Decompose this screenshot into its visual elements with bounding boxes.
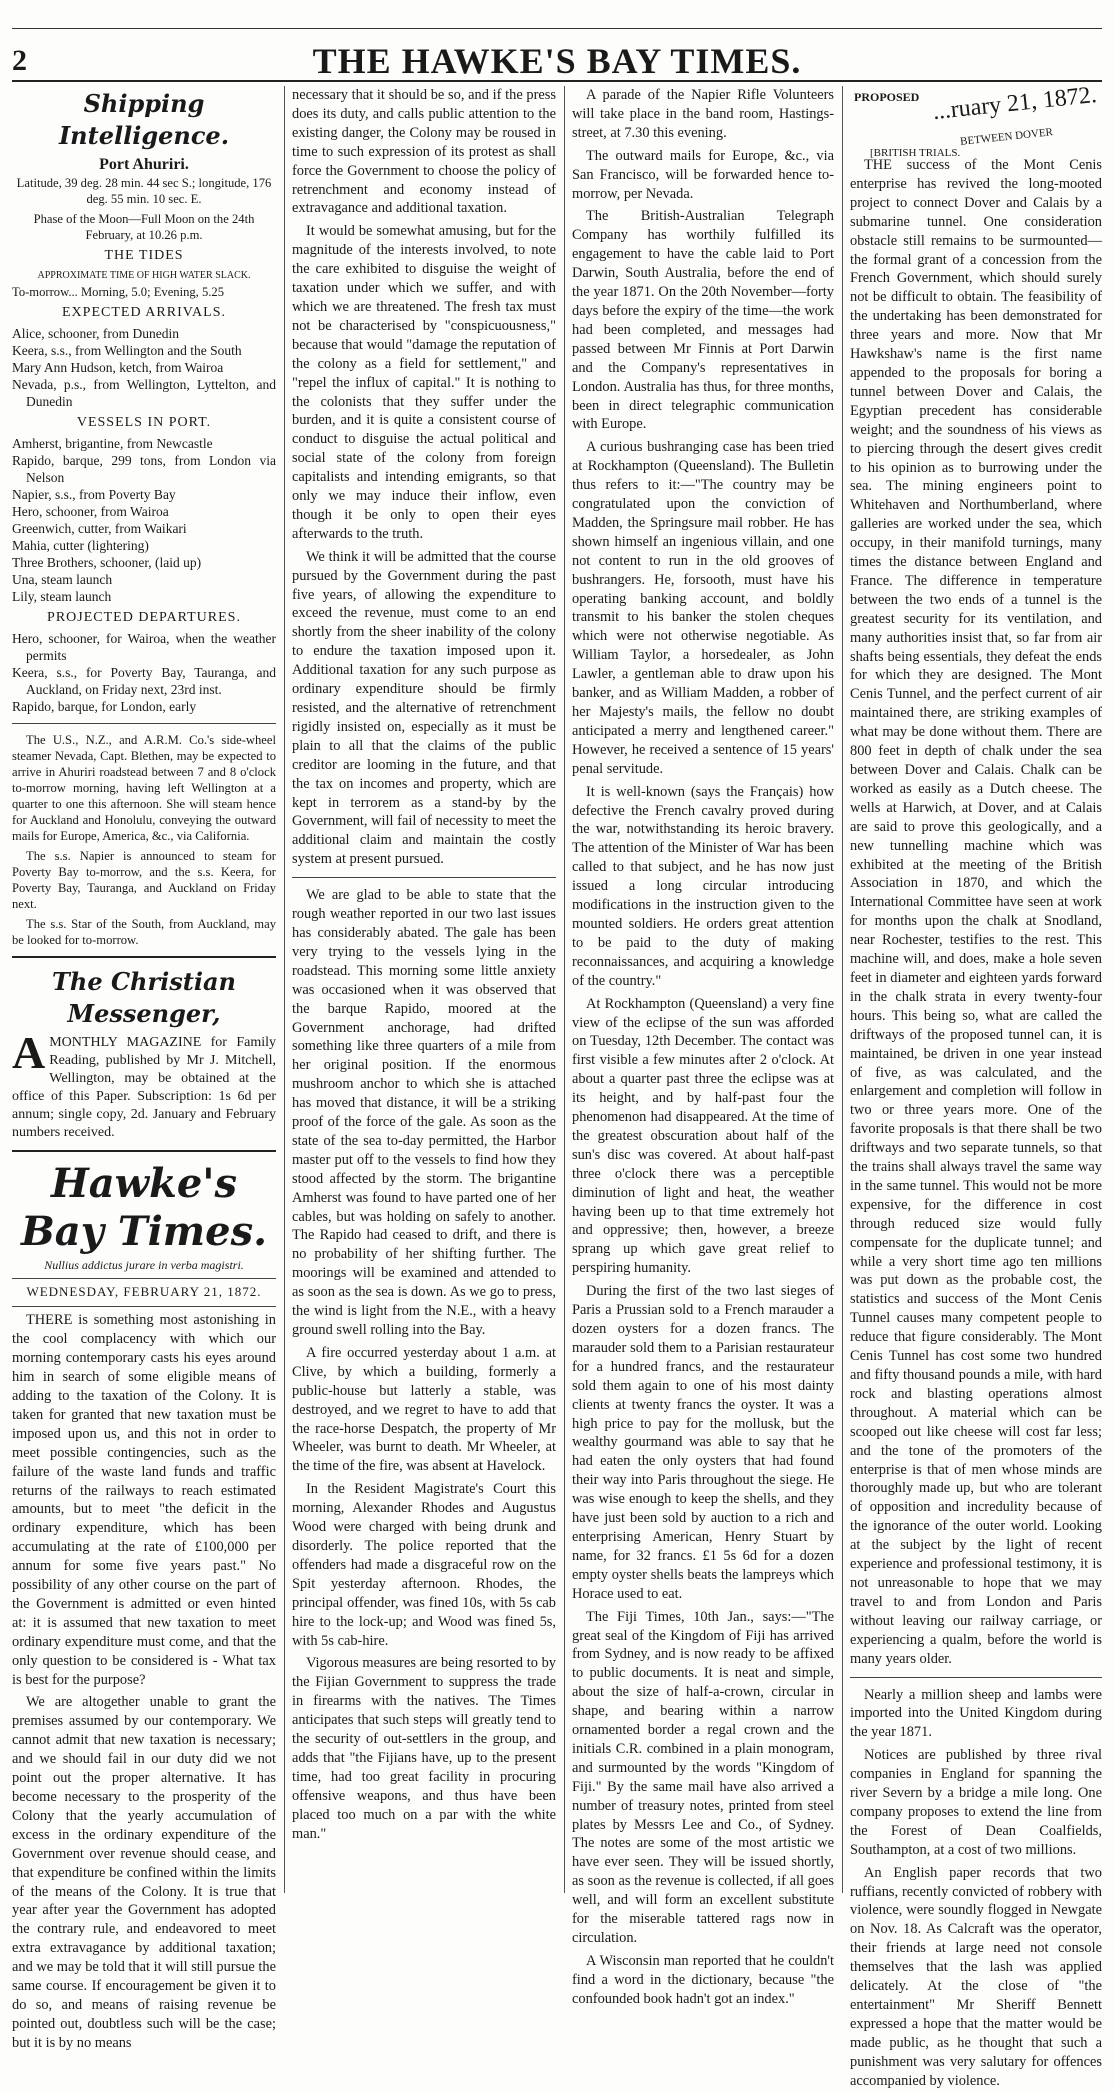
vessels-in-port-title: VESSELS IN PORT. xyxy=(76,414,212,430)
list-item: Napier, s.s., from Poverty Bay xyxy=(12,486,176,502)
port-name: Port Ahuriri. xyxy=(99,156,189,173)
article-paragraph: A Wisconsin man reported that he couldn't find a word in the dictionary, because "the confounded book hadn't got an index." xyxy=(572,1952,834,2007)
list-item: Hero, schooner, from Wairoa xyxy=(12,503,169,519)
projected-departures-list xyxy=(12,630,276,715)
top-rule xyxy=(12,28,1102,29)
page-number: 2 xyxy=(12,44,27,77)
article-paragraph: Nearly a million sheep and lambs were imported into the United Kingdom during the year 1871. xyxy=(850,1686,1102,1741)
masthead-rule xyxy=(12,80,1102,82)
column-rule xyxy=(564,86,565,1893)
list-item: Greenwich, cutter, from Waikari xyxy=(12,520,187,536)
article-paragraph: A parade of the Napier Rifle Volunteers will take place in the band room, Hastings-street, at 7.30 this evening. xyxy=(572,87,834,141)
article-paragraph: The outward mails for Europe, &c., via San Francisco, will be forwarded hence to-morrow, per Nevada. xyxy=(572,147,834,202)
article-paragraph: A curious bushranging case has been tried at Rockhampton (Queensland). The Bulletin thus refers to it:—"The country may be congratulated upon the conviction of Madden, the Springsure mail robber. He has shown himself an ingenious villain, and one not content to run in the old grooves of bushrangers. He, forsooth, must have his operating banking account, and boldly transmit to his banker the stolen cheques which were not otherwise negotiable. As William Taylor, a horsedealer, as John Lawler, a gentleman able to draw upon his banker, and as William Madden, a robber of her Majesty's mails, the fellow no doubt anticipated a merry and lengthened career." However, he received a sentence of 15 years' penal servitude. xyxy=(572,439,834,777)
column-3 xyxy=(572,86,834,2007)
list-item: Mary Ann Hudson, ketch, from Wairoa xyxy=(12,359,224,375)
article-paragraph: It is well-known (says the Français) how defective the French cavalry proved during the war, notwithstanding its heroic bravery. The attention of the Minister of War has been called to that subject, and he has now just issued a long circular introducing modifications in the instruction given to the mounted soldiers. He orders great attention to be paid to the duty of making reconnaissances, and acquiring a knowledge of the country." xyxy=(572,783,834,989)
editorial-masthead: Hawke's Bay Times. xyxy=(20,1159,268,1255)
list-item: Una, steam launch xyxy=(12,571,113,587)
shipping-note: The s.s. Napier is announced to steam for Poverty Bay to-morrow, and the s.s. Keera, for Poverty Bay, Tauranga, and Auckland on Friday next. xyxy=(12,848,276,911)
editorial-paragraph: THERE is something most astonishing in the cool complacency with which our morning contemporary casts his eyes around him in search of some eligible means of adding to the taxation of the Colony. It is taken for granted that new taxation must be imposed upon us, and this not in order to meet possible contingencies, such as the failure of the waste land funds and traffic returns of the railways to reach estimated amounts, but to meet "the deficit in the ordinary expenditure, which has been accumulating at the rate of £100,000 per annum for some five years past." No possibility of any other course on the part of the Government is admitted or even hinted at: it is assumed that new taxation to meet ordinary expenditure must come, and that the only question to be considered is - What tax is best for the purpose? xyxy=(12,1312,276,1688)
article-paragraph: A fire occurred yesterday about 1 a.m. at Clive, by which a building, formerly a public-house but latterly a stable, was destroyed, and we regret to have to add that the race-horse Despatch, the property of Mr Wheeler, was burnt to death. Mr Wheeler, at the time of the fire, was absent at Havelock. xyxy=(292,1344,556,1475)
tides-subtitle: APPROXIMATE TIME OF HIGH WATER SLACK. xyxy=(37,269,251,281)
header-between: BETWEEN DOVER xyxy=(959,126,1054,148)
list-item: Three Brothers, schooner, (laid up) xyxy=(12,554,202,570)
header-trials: [BRITISH TRIALS. xyxy=(870,147,961,159)
divider xyxy=(292,877,556,878)
divider xyxy=(12,1278,276,1279)
list-item: Amherst, brigantine, from Newcastle xyxy=(12,435,213,451)
article-paragraph: Vigorous measures are being resorted to by the Fijian Government to suppress the trade in firearms with the natives. The Times anticipates that such steps will greatly tend to the security of out-settlers in the group, and adds that "the Fijians have, up to the present time, had too great facility in procuring offensive weapons, and thus have been placed too much on a par with the white man." xyxy=(292,1655,556,1842)
article-paragraph: We are glad to be able to state that the rough weather reported in our two last issues has considerably abated. The gale has been very trying to the vessels lying in the roadstead. This morning some little anxiety was occasioned when it was observed that the barque Rapido, moored at the Government anchorage, had drifted something like three quarters of a mile from her original position. If the enormous mushroom anchor to which she is attached has moved that distance, it will be a striking proof of the force of the gale. As soon as the state of the sea to-day permitted, the Harbor master put off to the vessels to find how they stood affected by the storm. The brigantine Amherst was found to have parted one of her cables, but was holding on safely to another. The Rapido had ceased to drift, and there is no probability of her shifting further. The moorings will be examined and attended to as soon as the sea is down. As we go to press, the wind is light from the N.E., with a heavy ground swell rolling into the Bay. xyxy=(292,887,556,1338)
projected-departures-title: PROJECTED DEPARTURES. xyxy=(47,609,241,625)
column-rule xyxy=(284,86,285,1893)
list-item: Rapido, barque, 299 tons, from London via Nelson xyxy=(12,452,276,485)
divider xyxy=(850,1677,1102,1678)
motto: Nullius addictus jurare in verba magistri. xyxy=(44,1257,244,1272)
list-item: Keera, s.s., for Poverty Bay, Tauranga, and Auckland, on Friday next, 23rd inst. xyxy=(12,664,276,697)
masthead xyxy=(12,18,1102,81)
article-paragraph: The British-Australian Telegraph Company has worthily fulfilled its engagement to have the cable laid to Port Darwin, South Australia, before the end of the year 1871. On the 20th November—forty days before the expiry of the time—the work had been completed, and messages had passed between Mr Finnis at Port Darwin and the Company's representatives in London. Australia has thus, for three months, been in direct telegraphic communication with Europe. xyxy=(572,208,834,433)
messenger-heading: The Christian Messenger, xyxy=(52,966,236,1028)
article-paragraph: During the first of the two last sieges of Paris a Prussian sold to a French marauder a dozen oysters for a dozen francs. The marauder sold them to a Parisian restaurateur for a hundred francs, and the restaurateur sold them again to one of his most dainty clients at twenty francs the oyster. It was a high price to pay for the mollusk, but the wealthy gourmand was able to say that he had eaten the only oysters that had found their way into Paris throughout the siege. He was wise enough to keep the shells, and they have just been sold by auction to a rich and enterprising American, Henry Stuart by name, for 32 francs. £1 5s 6d for a dozen empty oyster shells beats the lampreys which Horace used to eat. xyxy=(572,1283,834,1602)
article-paragraph: The Fiji Times, 10th Jan., says:—"The great seal of the Kingdom of Fiji has arrived from Sydney, and is now ready to be affixed to public documents. It is neat and simple, about the size of half-a-crown, circular in shape, and bearing within a narrow ornamented border a regal crown and the initials C.R. combined in a plain monogram, and surmounted by the words "Kingdom of Fiji." By the same mail have also arrived a number of treasury notes, printed from steel plates by Messrs Lee and Co., of Sydney. The notes are some of the most artistic we have ever seen. They will be issued shortly, as soon as the revenue is collected, if all goes well, and will form an excellent substitute for the miserable tattered rags now in circulation. xyxy=(572,1608,834,1946)
column-4 xyxy=(850,82,1102,2089)
divider xyxy=(12,1306,276,1307)
shipping-note: The s.s. Star of the South, from Auckland, may be looked for to-morrow. xyxy=(12,916,276,947)
dateline: WEDNESDAY, FEBRUARY 21, 1872. xyxy=(26,1284,262,1300)
list-item: Alice, schooner, from Dunedin xyxy=(12,325,180,341)
expected-arrivals-list xyxy=(12,325,276,410)
tunnel-article-header xyxy=(850,82,1102,159)
shipping-note: The U.S., N.Z., and A.R.M. Co.'s side-wheel steamer Nevada, Capt. Blethen, may be expected to arrive in Ahuriri roadstead between 7 and 8 o'clock to-morrow morning, having left Wellington at a quarter to one this afternoon. She will steam hence for Auckland and Honolulu, conveying the outward mails for Europe, America, &c., via California. xyxy=(12,732,276,843)
article-paragraph: THE success of the Mont Cenis enterprise has revived the long-mooted project to connect Dover and Calais by a submarine tunnel. One consideration obstacle still remains to be surmounted—the formal grant of a concession from the French Government, which should surely not be difficult to obtain. The feasibility of the undertaking has been demonstrated for three years and more. Now that Mr Hawkshaw's name is the first name appended to the proposals for boring a tunnel between Dover and Calais, the Egyptian precedent has considerable weight; and the soundness of his views as to piercing through the desert gives credit to his opinion as to burrowing under the sea. The mining engineers point to Whitehaven and Northumberland, where galleries are worked under the sea, which occupy, in their manifold turnings, many times the distance between England and France. The difference in temperature between the two ends of a tunnel is the greatest security for its ventilation, and many authorities insist that, so far from air shafts being essentials, they defeat the ends for which they are designed. The Mont Cenis Tunnel, and the perfect current of air maintained there, are striking examples of what may be done without them. There are 800 feet in depth of chalk under the sea between Dover and Calais. Chalk can be worked as easily as a Dutch cheese. The wells at Harwich, at Dover, and at Calais are said to prove this geologically, and a new tunnelling machine which was exhibited at the meeting of the British Association in 1870, and which the International Committee have seen at work for months upon the chalk at Snodland, near Rochester, testifies to the rest. This machine will, and does, make a hole seven feet in diameter and eighteen yards forward in the chalk strata in every twenty-four hours. This being so, what are called the driftways of the proposed tunnel can, it is maintained, be driven in one year instead of five, as was calculated, and the enlargement and completion will follow in two or three years more. One of the favorite proposals is that there shall be two driftways and two separate tunnels, so that the trains shall always travel the same way in the same tunnel. This would not be more expensive, for the difference in cost through reduced size would fully compensate for the duplicate tunnel; and while a very short time ago ten millions was put down as the probable cost, the statistics and success of the Mont Cenis Tunnel causes many competent people to reduce that figure considerably. The Mont Cenis Tunnel has cost some two hundred and fifty thousand pounds a mile, with hard rock and blasting operations almost throughout. A material which can be scooped out like cheese will cost far less; and the tone of the promoters of the enterprise is that of men whose minds are thoroughly made up, but who are tolerant of opposition and incredulity because of the ignorance of the outer world. Looking at the subject by the light of recent experience and professional testimony, it is not unreasonable to hope that we may travel to and from London and Paris without leaving our railway carriage, or experiencing a qualm, before the world is many years older. xyxy=(850,157,1102,1667)
vessels-in-port-list xyxy=(12,435,276,605)
list-item: Nevada, p.s., from Wellington, Lyttelton, and Dunedin xyxy=(12,376,276,409)
messenger-advert: AMONTHLY MAGAZINE for Family Reading, published by Mr J. Mitchell, Wellington, may be obtained at the office of this Paper. Subscription: 1s 6d per annum; single copy, 2d. January and February numbers received. xyxy=(12,1026,276,1140)
divider xyxy=(12,1150,276,1152)
article-paragraph: An English paper records that two ruffians, recently convicted of robbery with violence, were soundly flogged in Newgate on Nov. 18. As Calcraft was the operator, their friends at large need not console themselves that the lash was applied delicately. At the close of "the entertainment" Mr Sheriff Bennett expressed a hope that the matter would be made public, as he thought that such a punishment was very salutary for offences accompanied by violence. xyxy=(850,1864,1102,2089)
editorial-paragraph: We are altogether unable to grant the premises assumed by our contemporary. We cannot admit that new taxation is necessary; and we should fail in our duty did we not point out the proper alternative. It has become necessary to the prosperity of the Colony that the yearly accumulation of excess in the ordinary expenditure of the Government over revenue should cease, and that expenditure be confined within the limits of the means of the Colony. It is true that year after year the Government has adopted the contrary rule, and endeavored to meet extra extravagance by additional taxation; and we may be told that it will still pursue the same course. If encouragement be given it to do so, and means of raising revenue be pointed out, doubtless such will be the case; but it is by no means xyxy=(12,1694,276,2051)
article-paragraph: In the Resident Magistrate's Court this morning, Alexander Rhodes and Augustus Wood were charged with being drunk and disorderly. The police reported that the offenders had made a disgraceful row on the Spit yesterday afternoon. Rhodes, the principal offender, was fined 10s, with 5s cab hire to the lock-up; and Wood was fined 5s, with 5s cab-hire. xyxy=(292,1481,556,1649)
expected-arrivals-title: EXPECTED ARRIVALS. xyxy=(62,304,226,320)
moon-line: Phase of the Moon—Full Moon on the 24th February, at 10.26 p.m. xyxy=(33,211,255,242)
list-item: Hero, schooner, for Wairoa, when the weather permits xyxy=(12,630,276,663)
header-date: ...ruary 21, 1872. xyxy=(931,82,1099,126)
column-2 xyxy=(292,86,556,1893)
article-paragraph: It would be somewhat amusing, but for the magnitude of the interests involved, to note the care exhibited to disguise the weight of taxation under which we suffer, and with which we are threatened. The fresh tax must not be characterised by "conspicuousness," because that would "damage the reputation of the colony as a field for settlement," and "repel the influx of capital." It is nothing to the colonists that they suffer under the burden, and it is quite a consistent course of conduct to disguise the actual political and social state of the colony from foreign capitalists and intending emigrants, so that only we may induce their inflow, even though it be only to open their eyes afterwards to the truth. xyxy=(292,223,556,542)
divider xyxy=(12,956,276,958)
column-rule xyxy=(842,86,843,1893)
article-paragraph: At Rockhampton (Queensland) a very fine view of the eclipse of the sun was afforded on Tuesday, 12th December. The contact was first visible a few minutes after 2 o'clock. At about a quarter past three the eclipse was at its height, and by half-past four the phenomenon had disappeared. At the time of the greatest obscuration about half of the sun's disc was covered. At about half-past three o'clock there was a perceptible diminution of light and heat, the weather having been up to that time extremely hot and oppressive; then, however, a breeze sprang up which gave great relief to perspiring humanity. xyxy=(572,995,834,1277)
column-1 xyxy=(12,86,276,2051)
article-paragraph: Notices are published by three rival companies in England for spanning the river Severn by a bridge a mile long. One company proposes to extend the line from the Forest of Dean Coalfields, Southampton, at a cost of two millions. xyxy=(850,1747,1102,1858)
columns xyxy=(12,82,1102,2089)
newspaper-title: THE HAWKE'S BAY TIMES. xyxy=(312,41,802,81)
list-item: Keera, s.s., from Wellington and the South xyxy=(12,342,242,358)
divider xyxy=(12,723,276,724)
article-paragraph: necessary that it should be so, and if the press does its duty, and calls public attention to the existing danger, the Colony may be roused in time to such expression of its protest as shall force the Government to choose the policy of retrenchment and economy instead of extravagance and additional taxation. xyxy=(292,87,556,217)
list-item: Lily, steam launch xyxy=(12,588,112,604)
header-proposed: PROPOSED xyxy=(854,90,920,104)
list-item: Mahia, cutter (lightering) xyxy=(12,537,149,553)
shipping-heading: Shipping Intelligence. xyxy=(58,89,230,150)
tides-title: THE TIDES xyxy=(104,247,184,263)
article-paragraph: We think it will be admitted that the course pursued by the Government during the past five years, of allowing the expenditure to exceed the revenue, must come to an end shortly from the sheer inability of the colony to endure the taxation imposed upon it. Additional taxation for any such purpose as ordinary expenditure should be firmly resisted, and the alternative of retrenchment rigidly insisted on, especially as it must be plain to all that the claims of the public creditor are looming in the future, and that the tax on incomes and property, which are kept in terrorem as a stand-by by the Government, will fail of necessity to meet the additional claim and maintain the costly system at present pursued. xyxy=(292,548,556,868)
tides-line: To-morrow... Morning, 5.0; Evening, 5.25 xyxy=(12,284,225,299)
list-item: Rapido, barque, for London, early xyxy=(12,698,197,714)
latitude-line: Latitude, 39 deg. 28 min. 44 sec S.; longitude, 176 deg. 55 min. 10 sec. E. xyxy=(16,175,272,206)
